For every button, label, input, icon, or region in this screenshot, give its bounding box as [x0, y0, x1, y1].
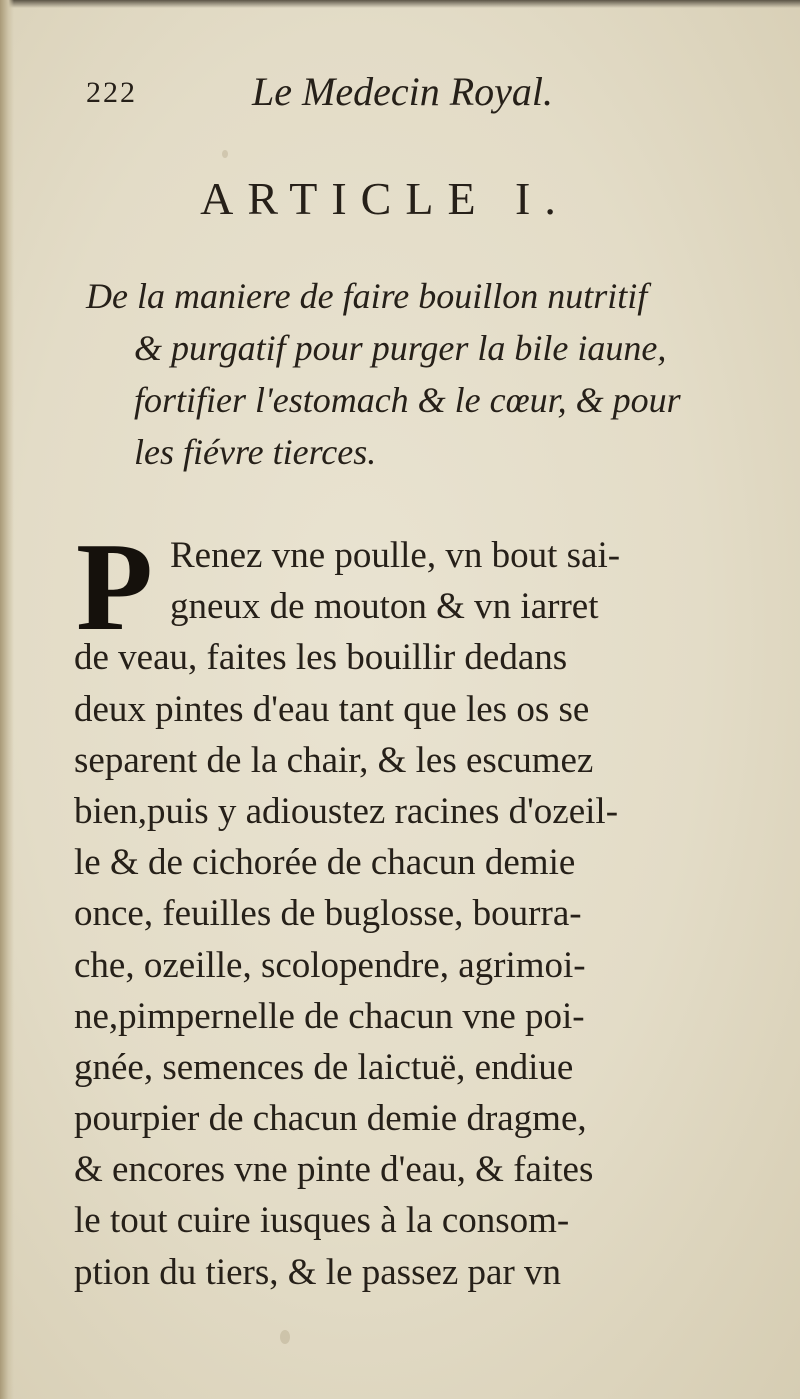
- page-number: 222: [86, 76, 137, 109]
- body-line: ption du tiers, & le passez par vn: [74, 1251, 562, 1293]
- running-title: Le Medecin Royal.: [252, 69, 553, 114]
- subtitle-line: De la maniere de faire bouillon nutritif: [86, 276, 648, 316]
- body-line: deux pintes d'eau tant que les os se: [74, 688, 590, 730]
- body-line: gnée, semences de laictuë, endiue: [74, 1046, 574, 1088]
- body-line: & encores vne pinte d'eau, & faites: [74, 1149, 594, 1191]
- body-line: le tout cuire iusques à la consom-: [74, 1200, 570, 1242]
- subtitle-line: fortifier l'estomach & le cœur, & pour: [134, 380, 681, 420]
- drop-cap: P: [76, 518, 153, 657]
- body-line: ne,pimpernelle de chacun vne poi-: [74, 995, 585, 1037]
- body-line: de veau, faites les bouillir dedans: [74, 637, 568, 679]
- recipe-body: [74, 518, 734, 1298]
- body-line: bien,puis y adioustez racines d'ozeil-: [74, 790, 619, 832]
- running-header: [0, 68, 800, 118]
- body-line: le & de cichorée de chacun demie: [74, 842, 576, 884]
- article-heading: ARTICLE I.: [200, 173, 570, 224]
- paper-stain: [222, 150, 228, 158]
- paper-stain: [280, 1330, 290, 1344]
- subtitle-line: les fiévre tierces.: [134, 432, 377, 472]
- body-line: che, ozeille, scolopendre, agrimoi-: [74, 944, 586, 986]
- body-line: Renez vne poulle, vn bout sai-: [170, 535, 621, 576]
- subtitle-line: & purgatif pour purger la bile iaune,: [134, 328, 667, 368]
- body-line: pourpier de chacun demie dragme,: [74, 1098, 587, 1140]
- article-subtitle: [86, 270, 746, 478]
- body-line: once, feuilles de buglosse, bourra-: [74, 893, 582, 935]
- page-top-edge-shadow: [0, 0, 800, 8]
- body-line: gneux de mouton & vn iarret: [170, 586, 599, 628]
- body-line: separent de la chair, & les escumez: [74, 739, 594, 781]
